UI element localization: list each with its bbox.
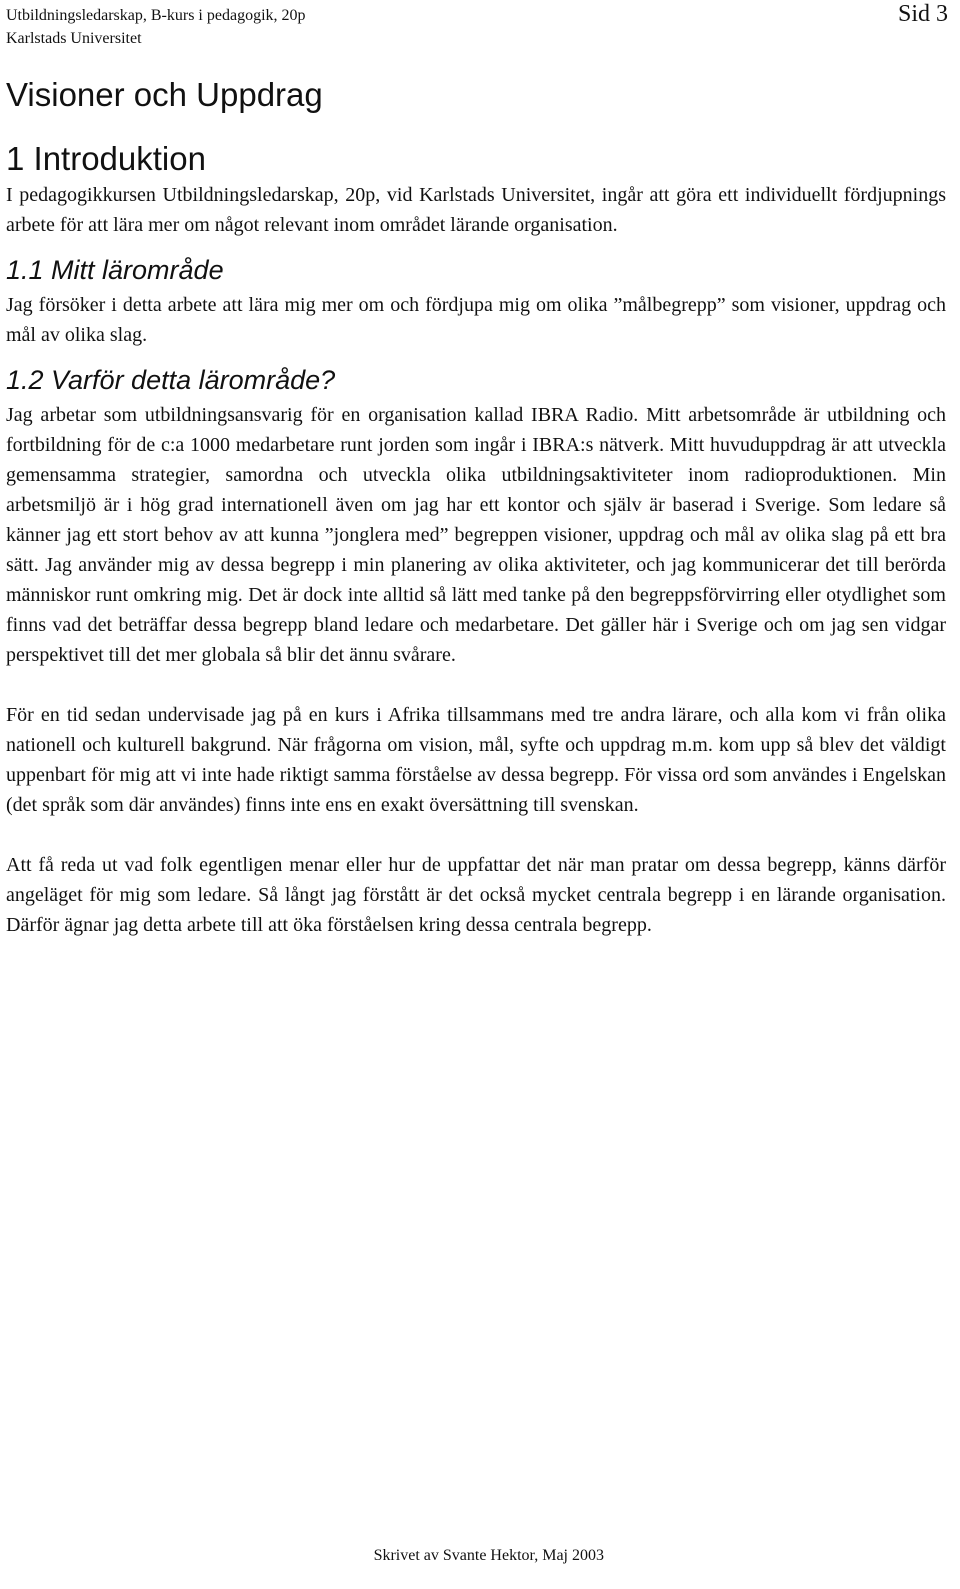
document-body — [6, 74, 946, 940]
paragraph-larområde: Jag försöker i detta arbete att lära mig mer om och fördjupa mig om olika ”målbegrepp” som visioner, uppdrag och mål av olika slag. — [6, 294, 946, 346]
running-header — [6, 4, 306, 50]
page-number: Sid 3 — [897, 1, 948, 27]
section-heading-introduktion: 1 Introduktion — [6, 140, 206, 177]
paragraph-varfor-2: För en tid sedan undervisade jag på en kurs i Afrika tillsammans med tre andra lärare, och alla kom vi från olika nationell och kulturell bakgrund. När frågorna om vision, mål, syfte och uppdrag m.m. kom upp så blev det väldigt uppenbart för mig att vi inte hade riktigt samma förståelse av dessa begrepp. För vissa ord som användes i Engelskan (det språk som där användes) finns inte ens en exakt översättning till svenskan. — [6, 704, 946, 816]
header-course: Utbildningsledarskap, B-kurs i pedagogik, 20p — [6, 7, 306, 24]
subsection-heading-varfor: 1.2 Varför detta lärområde? — [6, 365, 336, 395]
paragraph-varfor-1: Jag arbetar som utbildningsansvarig för en organisation kallad IBRA Radio. Mitt arbetsområde är utbildning och fortbildning för de c:a 1000 medarbetare runt jorden som ingår i IBRA:s nätverk. Mitt huvuduppdrag är att utveckla gemensamma strategier, samordna och utveckla olika utbildningsaktiviteter inom radioproduktionen. Min arbetsmiljö är i hög grad internationell även om jag har ett kontor och själv är baserad i Sverige. Som ledare så känner jag ett stort behov av att kunna ”jonglera med” begreppen visioner, uppdrag och mål av olika slag på ett bra sätt. Jag använder mig av dessa begrepp i min planering av olika aktiviteter, och jag kommunicerar det till berörda människor runt omkring mig. Det är dock inte alltid så lätt med tanke på den begreppsförvirring eller otydlighet som finns vad det beträffar dessa begrepp bland ledare och medarbetare. Det gäller här i Sverige och om jag sen vidgar perspektivet till det mer globala så blir det ännu svårare. — [6, 404, 946, 666]
page-footer — [0, 1544, 960, 1568]
header-university: Karlstads Universitet — [6, 30, 142, 47]
footer-author: Skrivet av Svante Hektor, Maj 2003 — [373, 1547, 604, 1564]
paragraph-introduktion: I pedagogikkursen Utbildningsledarskap, 20p, vid Karlstads Universitet, ingår att göra ett individuellt fördjupnings arbete för att lära mer om något relevant inom området lärande organisation. — [6, 184, 946, 236]
paragraph-varfor-3: Att få reda ut vad folk egentligen menar eller hur de uppfattar det när man pratar om dessa begrepp, känns därför angeläget för mig som ledare. Så långt jag förstått är det också mycket centrala begrepp i en lärande organisation. Därför ägnar jag detta arbete till att öka förståelsen kring dessa centrala begrepp. — [6, 854, 946, 936]
subsection-heading-larområde: 1.1 Mitt lärområde — [6, 255, 224, 285]
document-title: Visioner och Uppdrag — [6, 76, 323, 113]
